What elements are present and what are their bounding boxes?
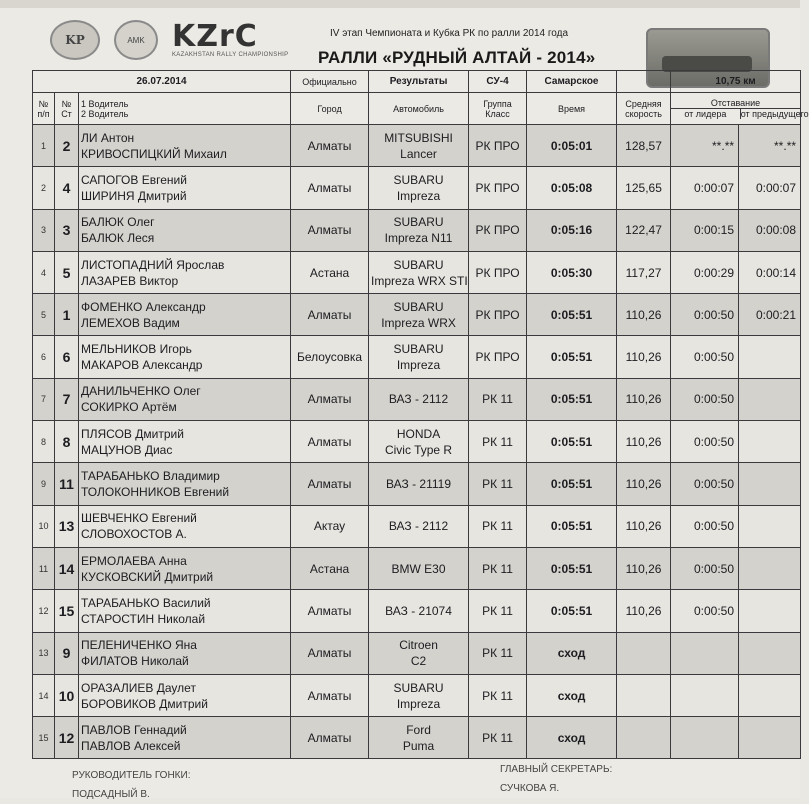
speed-cell bbox=[617, 717, 671, 759]
speed-cell: 110,26 bbox=[617, 294, 671, 336]
speed-cell: 110,26 bbox=[617, 590, 671, 632]
driver2-name: МАКАРОВ Александр bbox=[81, 358, 203, 373]
col-city: Город bbox=[291, 93, 369, 125]
car-make: ВАЗ - 2112 bbox=[388, 519, 449, 534]
table-row bbox=[33, 505, 801, 547]
car-cell bbox=[369, 125, 469, 167]
gap-prev-cell bbox=[739, 336, 801, 378]
col-driver1: 1 Водитель bbox=[81, 98, 129, 109]
gap-leader-cell bbox=[671, 717, 739, 759]
car-model: Civic Type R bbox=[384, 442, 453, 457]
driver1-name: ФОМЕНКО Александр bbox=[81, 299, 206, 314]
car-make: SUBARU bbox=[393, 172, 444, 187]
car-model: Impreza WRX STI bbox=[371, 273, 468, 288]
date-cell: 26.07.2014 bbox=[33, 71, 291, 93]
time-cell: сход bbox=[527, 674, 617, 716]
table-row bbox=[33, 378, 801, 420]
crew-cell bbox=[79, 421, 291, 463]
class-cell: РК 11 bbox=[469, 590, 527, 632]
class-cell: РК 11 bbox=[469, 463, 527, 505]
col-gap-leader: от лидера bbox=[671, 109, 741, 119]
chief-secretary-title: ГЛАВНЫЙ СЕКРЕТАРЬ: bbox=[500, 764, 613, 775]
car-model: Lancer bbox=[400, 146, 437, 161]
col-drivers bbox=[79, 93, 291, 125]
crew-cell bbox=[79, 209, 291, 251]
stage-cell: СУ-4 bbox=[469, 71, 527, 93]
position-cell: 1 bbox=[33, 125, 55, 167]
city-cell: Алматы bbox=[291, 167, 369, 209]
race-director-name: ПОДСАДНЫЙ В. bbox=[72, 789, 150, 800]
time-cell: 0:05:51 bbox=[527, 590, 617, 632]
speed-cell: 125,65 bbox=[617, 167, 671, 209]
car-cell bbox=[369, 674, 469, 716]
position-cell: 12 bbox=[33, 590, 55, 632]
start-number-cell: 5 bbox=[55, 251, 79, 293]
crew-cell bbox=[79, 632, 291, 674]
driver1-name: ЕРМОЛАЕВА Анна bbox=[81, 553, 187, 568]
crew-cell bbox=[79, 167, 291, 209]
speed-cell: 110,26 bbox=[617, 505, 671, 547]
table-row bbox=[33, 717, 801, 759]
car-cell bbox=[369, 209, 469, 251]
driver1-name: ПАВЛОВ Геннадий bbox=[81, 722, 187, 737]
table-row bbox=[33, 251, 801, 293]
gap-prev-cell: 0:00:08 bbox=[739, 209, 801, 251]
position-cell: 3 bbox=[33, 209, 55, 251]
gap-leader-cell bbox=[671, 632, 739, 674]
city-cell: Алматы bbox=[291, 421, 369, 463]
driver1-name: МЕЛЬНИКОВ Игорь bbox=[81, 342, 192, 357]
table-row bbox=[33, 167, 801, 209]
driver1-name: ОРАЗАЛИЕВ Даулет bbox=[81, 680, 196, 695]
driver1-name: ЛИ Антон bbox=[81, 130, 135, 145]
table-row bbox=[33, 674, 801, 716]
speed-cell: 110,26 bbox=[617, 421, 671, 463]
time-cell: 0:05:51 bbox=[527, 421, 617, 463]
speed-cell: 117,27 bbox=[617, 251, 671, 293]
position-cell: 5 bbox=[33, 294, 55, 336]
crew-cell bbox=[79, 294, 291, 336]
driver2-name: КРИВОСПИЦКИЙ Михаил bbox=[81, 146, 227, 161]
driver2-name: ШИРИНЯ Дмитрий bbox=[81, 188, 187, 203]
position-cell: 9 bbox=[33, 463, 55, 505]
start-number-cell: 10 bbox=[55, 674, 79, 716]
race-director bbox=[72, 766, 190, 804]
gap-leader-cell: 0:00:50 bbox=[671, 463, 739, 505]
crew-cell bbox=[79, 505, 291, 547]
header-row-top bbox=[33, 71, 801, 93]
col-group: Группа Класс bbox=[469, 93, 527, 125]
crew-cell bbox=[79, 336, 291, 378]
driver2-name: МАЦУНОВ Диас bbox=[81, 442, 173, 457]
kzrc-logo-text: KZrC bbox=[172, 19, 258, 54]
car-model: Impreza WRX bbox=[381, 315, 456, 330]
start-number-cell: 3 bbox=[55, 209, 79, 251]
gap-prev-cell bbox=[739, 421, 801, 463]
time-cell: 0:05:30 bbox=[527, 251, 617, 293]
car-cell bbox=[369, 294, 469, 336]
driver1-name: БАЛЮК Олег bbox=[81, 215, 155, 230]
class-cell: РК 11 bbox=[469, 674, 527, 716]
race-director-title: РУКОВОДИТЕЛЬ ГОНКИ: bbox=[72, 770, 191, 781]
speed-cell bbox=[617, 674, 671, 716]
col-gap-title: Отставание bbox=[671, 98, 800, 109]
car-cell bbox=[369, 717, 469, 759]
position-cell: 15 bbox=[33, 717, 55, 759]
city-cell: Алматы bbox=[291, 463, 369, 505]
car-make: SUBARU bbox=[393, 299, 444, 314]
speed-cell: 110,26 bbox=[617, 378, 671, 420]
table-row bbox=[33, 294, 801, 336]
table-row bbox=[33, 336, 801, 378]
position-cell: 2 bbox=[33, 167, 55, 209]
kzrc-logo-subtext: KAZAKHSTAN RALLY CHAMPIONSHIP bbox=[172, 52, 289, 58]
start-number-cell: 7 bbox=[55, 378, 79, 420]
car-cell bbox=[369, 167, 469, 209]
car-cell bbox=[369, 336, 469, 378]
speed-cell bbox=[617, 632, 671, 674]
position-cell: 4 bbox=[33, 251, 55, 293]
time-cell: 0:05:51 bbox=[527, 505, 617, 547]
table-row bbox=[33, 632, 801, 674]
start-number-cell: 13 bbox=[55, 505, 79, 547]
kzrc-logo bbox=[172, 19, 289, 58]
kp-logo: KP bbox=[50, 20, 100, 60]
start-number-cell: 1 bbox=[55, 294, 79, 336]
car-make: SUBARU bbox=[393, 257, 444, 272]
car-cell bbox=[369, 251, 469, 293]
car-make: SUBARU bbox=[393, 342, 444, 357]
start-number-cell: 14 bbox=[55, 547, 79, 589]
class-cell: РК ПРО bbox=[469, 125, 527, 167]
car-cell bbox=[369, 463, 469, 505]
gap-prev-cell bbox=[739, 378, 801, 420]
amk-logo: AMK bbox=[114, 20, 158, 60]
car-model: Puma bbox=[402, 738, 435, 753]
gap-leader-cell: 0:00:50 bbox=[671, 590, 739, 632]
gap-leader-cell: 0:00:07 bbox=[671, 167, 739, 209]
gap-prev-cell bbox=[739, 590, 801, 632]
class-cell: РК 11 bbox=[469, 547, 527, 589]
start-number-cell: 15 bbox=[55, 590, 79, 632]
driver1-name: САПОГОВ Евгений bbox=[81, 172, 187, 187]
gap-leader-cell: 0:00:29 bbox=[671, 251, 739, 293]
position-cell: 7 bbox=[33, 378, 55, 420]
driver1-name: ТАРАБАНЬКО Василий bbox=[81, 595, 211, 610]
col-gap bbox=[671, 93, 809, 125]
gap-prev-cell bbox=[739, 674, 801, 716]
car-make: Citroen bbox=[399, 638, 438, 653]
gap-leader-cell: 0:00:50 bbox=[671, 378, 739, 420]
class-cell: РК 11 bbox=[469, 505, 527, 547]
driver1-name: ТАРАБАНЬКО Владимир bbox=[81, 469, 220, 484]
gap-leader-cell: 0:00:50 bbox=[671, 336, 739, 378]
driver2-name: ФИЛАТОВ Николай bbox=[81, 654, 189, 669]
col-num: № Ст bbox=[55, 93, 79, 125]
crew-cell bbox=[79, 717, 291, 759]
class-cell: РК 11 bbox=[469, 632, 527, 674]
car-make: SUBARU bbox=[393, 215, 444, 230]
speed-cell: 110,26 bbox=[617, 463, 671, 505]
car-make: MITSUBISHI bbox=[384, 130, 453, 145]
car-cell bbox=[369, 421, 469, 463]
start-number-cell: 8 bbox=[55, 421, 79, 463]
car-make: ВАЗ - 21119 bbox=[386, 477, 452, 492]
gap-leader-cell: **.** bbox=[671, 125, 739, 167]
time-cell: 0:05:01 bbox=[527, 125, 617, 167]
driver1-name: ДАНИЛЬЧЕНКО Олег bbox=[81, 384, 201, 399]
driver2-name: СЛОВОХОСТОВ А. bbox=[81, 527, 187, 542]
time-cell: 0:05:51 bbox=[527, 336, 617, 378]
driver2-name: БОРОВИКОВ Дмитрий bbox=[81, 696, 208, 711]
gap-prev-cell: 0:00:21 bbox=[739, 294, 801, 336]
car-model: C2 bbox=[410, 654, 427, 669]
logo-group bbox=[50, 20, 288, 60]
car-make: ВАЗ - 21074 bbox=[385, 603, 452, 618]
car-make: HONDA bbox=[396, 426, 441, 441]
car-make: SUBARU bbox=[393, 680, 444, 695]
crew-cell bbox=[79, 547, 291, 589]
position-cell: 14 bbox=[33, 674, 55, 716]
time-cell: 0:05:51 bbox=[527, 378, 617, 420]
time-cell: 0:05:16 bbox=[527, 209, 617, 251]
results-cell: Результаты bbox=[369, 71, 469, 93]
gap-prev-cell bbox=[739, 505, 801, 547]
driver1-name: ШЕВЧЕНКО Евгений bbox=[81, 511, 197, 526]
start-number-cell: 6 bbox=[55, 336, 79, 378]
class-cell: РК 11 bbox=[469, 421, 527, 463]
driver2-name: ПАВЛОВ Алексей bbox=[81, 738, 181, 753]
city-cell: Алматы bbox=[291, 590, 369, 632]
car-cell bbox=[369, 547, 469, 589]
position-cell: 13 bbox=[33, 632, 55, 674]
city-cell: Алматы bbox=[291, 674, 369, 716]
gap-prev-cell bbox=[739, 547, 801, 589]
city-cell: Астана bbox=[291, 547, 369, 589]
city-cell: Белоусовка bbox=[291, 336, 369, 378]
start-number-cell: 4 bbox=[55, 167, 79, 209]
time-cell: сход bbox=[527, 717, 617, 759]
table-row bbox=[33, 590, 801, 632]
class-cell: РК ПРО bbox=[469, 251, 527, 293]
crew-cell bbox=[79, 378, 291, 420]
table-row bbox=[33, 463, 801, 505]
table-row bbox=[33, 209, 801, 251]
gap-leader-cell: 0:00:50 bbox=[671, 547, 739, 589]
gap-prev-cell: 0:00:14 bbox=[739, 251, 801, 293]
gap-leader-cell bbox=[671, 674, 739, 716]
time-cell: сход bbox=[527, 632, 617, 674]
crew-cell bbox=[79, 463, 291, 505]
driver2-name: ЛЕМЕХОВ Вадим bbox=[81, 315, 180, 330]
driver2-name: КУСКОВСКИЙ Дмитрий bbox=[81, 569, 214, 584]
crew-cell bbox=[79, 590, 291, 632]
time-cell: 0:05:08 bbox=[527, 167, 617, 209]
car-make: Ford bbox=[406, 722, 431, 737]
speed-cell: 110,26 bbox=[617, 547, 671, 589]
start-number-cell: 2 bbox=[55, 125, 79, 167]
results-table bbox=[32, 70, 809, 759]
chief-secretary-name: СУЧКОВА Я. bbox=[500, 783, 560, 794]
driver2-name: БАЛЮК Леся bbox=[81, 231, 155, 246]
city-cell: Алматы bbox=[291, 378, 369, 420]
class-cell: РК 11 bbox=[469, 378, 527, 420]
distance-cell: 10,75 км bbox=[671, 71, 801, 93]
position-cell: 8 bbox=[33, 421, 55, 463]
car-cell bbox=[369, 505, 469, 547]
city-cell: Алматы bbox=[291, 717, 369, 759]
table-row bbox=[33, 421, 801, 463]
time-cell: 0:05:51 bbox=[527, 294, 617, 336]
driver2-name: СОКИРКО Артём bbox=[81, 400, 177, 415]
crew-cell bbox=[79, 251, 291, 293]
col-pos: № п/п bbox=[33, 93, 55, 125]
driver2-name: ТОЛОКОННИКОВ Евгений bbox=[81, 485, 230, 500]
driver2-name: СТАРОСТИН Николай bbox=[81, 611, 206, 626]
gap-prev-cell bbox=[739, 632, 801, 674]
city-cell: Актау bbox=[291, 505, 369, 547]
class-cell: РК ПРО bbox=[469, 336, 527, 378]
class-cell: РК ПРО bbox=[469, 294, 527, 336]
city-cell: Алматы bbox=[291, 294, 369, 336]
class-cell: РК ПРО bbox=[469, 209, 527, 251]
event-line: IV этап Чемпионата и Кубка РК по ралли 2014 года bbox=[330, 28, 569, 39]
start-number-cell: 12 bbox=[55, 717, 79, 759]
city-cell: Астана bbox=[291, 251, 369, 293]
stage-name-cell: Самарское bbox=[527, 71, 617, 93]
table-row bbox=[33, 547, 801, 589]
car-make: ВАЗ - 2112 bbox=[388, 392, 449, 407]
official-cell: Официально bbox=[291, 71, 369, 93]
speed-cell: 128,57 bbox=[617, 125, 671, 167]
col-gap-prev: от предыдущего bbox=[740, 109, 809, 119]
time-cell: 0:05:51 bbox=[527, 547, 617, 589]
driver1-name: ПЕЛЕНИЧЕНКО Яна bbox=[81, 638, 197, 653]
top-strip bbox=[0, 0, 800, 8]
col-speed: Средняя скорость bbox=[617, 93, 671, 125]
gap-prev-cell: **.** bbox=[739, 125, 801, 167]
col-time: Время bbox=[527, 93, 617, 125]
crew-cell bbox=[79, 125, 291, 167]
table-row bbox=[33, 125, 801, 167]
car-cell bbox=[369, 632, 469, 674]
class-cell: РК ПРО bbox=[469, 167, 527, 209]
car-cell bbox=[369, 378, 469, 420]
start-number-cell: 9 bbox=[55, 632, 79, 674]
gap-prev-cell: 0:00:07 bbox=[739, 167, 801, 209]
city-cell: Алматы bbox=[291, 125, 369, 167]
city-cell: Алматы bbox=[291, 632, 369, 674]
gap-leader-cell: 0:00:50 bbox=[671, 505, 739, 547]
car-model: Impreza bbox=[396, 696, 441, 711]
col-driver2: 2 Водитель bbox=[81, 108, 129, 119]
driver1-name: ЛИСТОПАДНИЙ Ярослав bbox=[81, 257, 225, 272]
position-cell: 6 bbox=[33, 336, 55, 378]
speed-cell: 122,47 bbox=[617, 209, 671, 251]
gap-prev-cell bbox=[739, 463, 801, 505]
crew-cell bbox=[79, 674, 291, 716]
car-model: Impreza bbox=[396, 358, 441, 373]
driver2-name: ЛАЗАРЕВ Виктор bbox=[81, 273, 179, 288]
start-number-cell: 11 bbox=[55, 463, 79, 505]
city-cell: Алматы bbox=[291, 209, 369, 251]
time-cell: 0:05:51 bbox=[527, 463, 617, 505]
gap-leader-cell: 0:00:15 bbox=[671, 209, 739, 251]
chief-secretary bbox=[500, 760, 612, 798]
position-cell: 11 bbox=[33, 547, 55, 589]
speed-cell: 110,26 bbox=[617, 336, 671, 378]
event-title: РАЛЛИ «РУДНЫЙ АЛТАЙ - 2014» bbox=[318, 48, 596, 67]
car-cell bbox=[369, 590, 469, 632]
car-model: Impreza N11 bbox=[384, 231, 453, 246]
header-row-columns bbox=[33, 93, 801, 125]
gap-leader-cell: 0:00:50 bbox=[671, 294, 739, 336]
car-make: BMW E30 bbox=[391, 561, 446, 576]
position-cell: 10 bbox=[33, 505, 55, 547]
driver1-name: ПЛЯСОВ Дмитрий bbox=[81, 426, 184, 441]
gap-leader-cell: 0:00:50 bbox=[671, 421, 739, 463]
car-model: Impreza bbox=[396, 188, 441, 203]
gap-prev-cell bbox=[739, 717, 801, 759]
col-car: Автомобиль bbox=[369, 93, 469, 125]
class-cell: РК 11 bbox=[469, 717, 527, 759]
